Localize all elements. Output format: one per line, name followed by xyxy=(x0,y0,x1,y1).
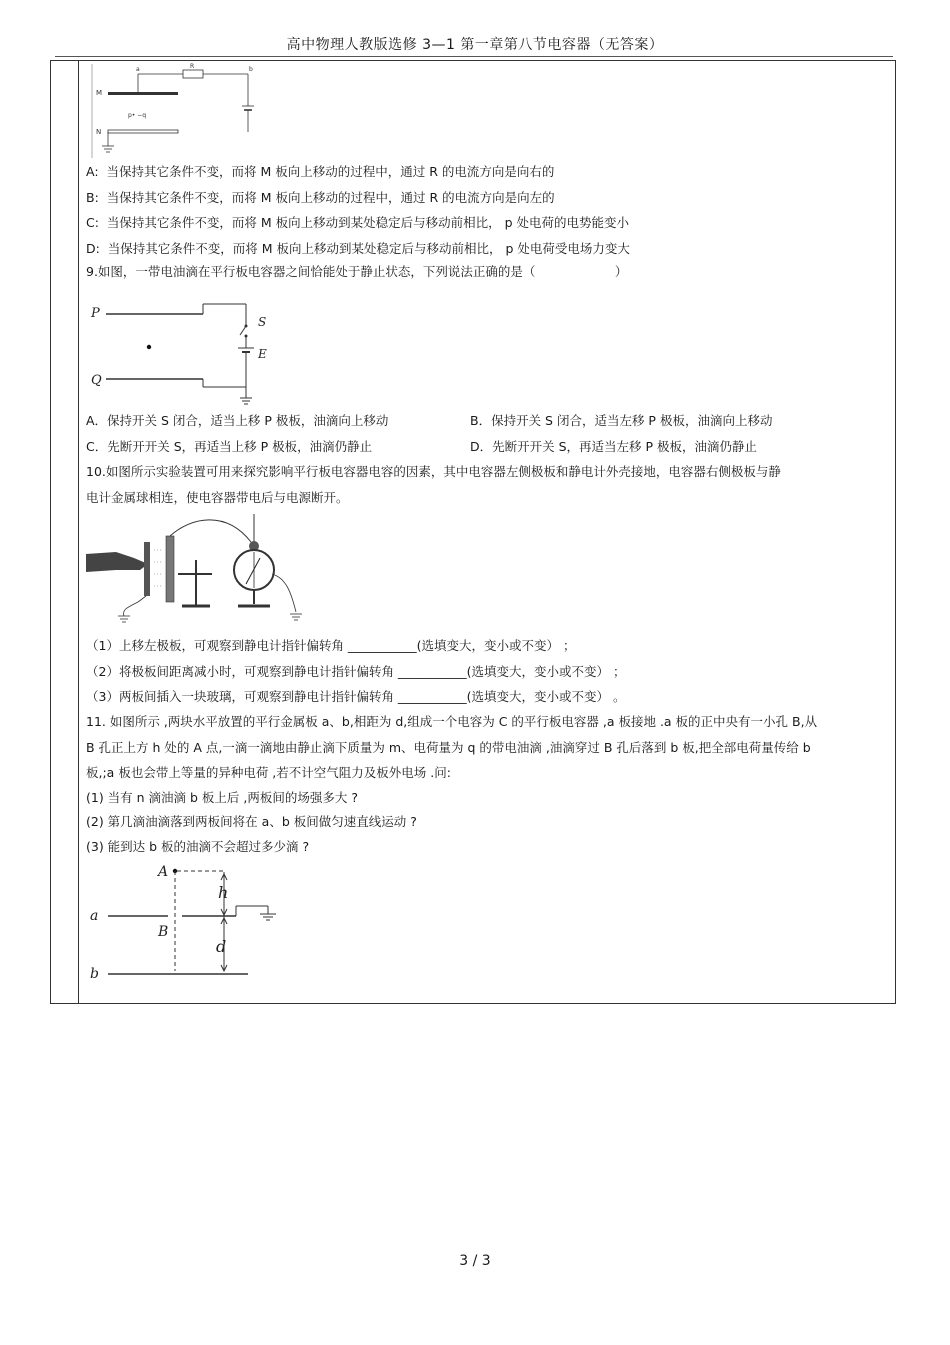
fig8-label-n: N xyxy=(96,128,102,136)
page-number: 3 / 3 xyxy=(459,1253,491,1269)
fig8-label-a: a xyxy=(136,66,140,73)
q9-option-a: A．保持开关 S 闭合，适当上移 P 极板，油滴向上移动 xyxy=(86,413,389,428)
fig9-label-p: P xyxy=(91,306,100,321)
q10-sub2: （2）将极板间距离减小时，可观察到静电计指针偏转角 ___________(选填变大，变小或不变） ； xyxy=(86,664,626,679)
fig8-label-r: R xyxy=(190,63,195,70)
electrometer-apparatus-figure xyxy=(86,512,311,627)
capacitor-circuit-figure xyxy=(88,62,268,158)
q9-option-b: B．保持开关 S 闭合，适当左移 P 极板，油滴向上移动 xyxy=(470,413,773,428)
q11-sub2: (2) 第几滴油滴落到两板间将在 a、b 板间做匀速直线运动 ? xyxy=(86,814,417,829)
q8-option-c: C: 当保持其它条件不变，而将 M 板向上移动到某处稳定后与移动前相比， p 处电荷的电势能变小 xyxy=(86,215,630,230)
q10-stem-line2: 电计金属球相连，使电容器带电后与电源断开。 xyxy=(86,490,349,505)
fig9-label-s: S xyxy=(258,315,267,329)
q10-stem-line1: 10.如图所示实验装置可用来探究影响平行板电容器电容的因素，其中电容器左侧极板和静电计外壳接地，电容器右侧极板与静 xyxy=(86,464,781,479)
header-rule xyxy=(55,56,893,57)
oil-drop-circuit-figure xyxy=(88,288,278,408)
q8-option-b: B: 当保持其它条件不变，而将 M 板向上移动的过程中，通过 R 的电流方向是向左的 xyxy=(86,190,555,205)
fig11-label-h: h xyxy=(218,883,229,902)
fig9-label-q: Q xyxy=(91,373,102,388)
q11-stem-line3: 板,;a 板也会带上等量的异种电荷 ,若不计空气阻力及板外电场 .问: xyxy=(86,765,451,780)
q9-option-d: D．先断开开关 S，再适当左移 P 极板，油滴仍静止 xyxy=(470,439,758,454)
fig8-label-m: M xyxy=(96,89,103,97)
q8-option-a: A: 当保持其它条件不变，而将 M 板向上移动的过程中，通过 R 的电流方向是向右的 xyxy=(86,164,555,179)
fig9-label-e: E xyxy=(258,347,267,361)
fig8-label-p: p• −q xyxy=(128,112,147,119)
frame-divider xyxy=(78,60,79,1004)
q9-option-c: C．先断开开关 S，再适当上移 P 极板，油滴仍静止 xyxy=(86,439,373,454)
fig11-label-d: d xyxy=(216,937,227,956)
q11-stem-line2: B 孔正上方 h 处的 A 点,一滴一滴地由静止滴下质量为 m、电荷量为 q 的带电油滴 ,油滴穿过 B 孔后落到 b 板,把全部电荷量传给 b xyxy=(86,740,811,755)
q11-stem-line1: 11. 如图所示 ,两块水平放置的平行金属板 a、b,相距为 d,组成一个电容为 C 的平行板电容器 ,a 板接地 .a 板的正中央有一小孔 B,从 xyxy=(86,714,818,729)
fig11-label-b-plate: b xyxy=(90,966,99,982)
fig8-label-b: b xyxy=(249,66,253,73)
q11-sub3: (3) 能到达 b 板的油滴不会超过多少滴 ? xyxy=(86,839,310,854)
fig11-label-a-plate: a xyxy=(90,908,99,924)
q9-stem: 9.如图，一带电油滴在平行板电容器之间恰能处于静止状态，下列说法正确的是（ ） xyxy=(86,264,628,279)
fig11-label-b-hole: B xyxy=(158,924,169,940)
q11-sub1: (1) 当有 n 滴油滴 b 板上后 ,两板间的场强多大 ? xyxy=(86,790,358,805)
oil-drop-plates-figure xyxy=(88,858,288,983)
q10-sub1: （1）上移左极板，可观察到静电计指针偏转角 ___________(选填变大，变小或不变） ； xyxy=(86,638,576,653)
q8-option-d: D: 当保持其它条件不变，而将 M 板向上移动到某处稳定后与移动前相比， p 处电荷受电场力变大 xyxy=(86,241,630,256)
q10-sub3: （3）两板间插入一块玻璃，可观察到静电计指针偏转角 ___________(选填变大，变小或不变） 。 xyxy=(86,689,626,704)
fig11-label-a-point: A xyxy=(158,864,169,880)
page-header: 高中物理人教版选修 3—1 第一章第八节电容器（无答案） xyxy=(286,37,664,53)
